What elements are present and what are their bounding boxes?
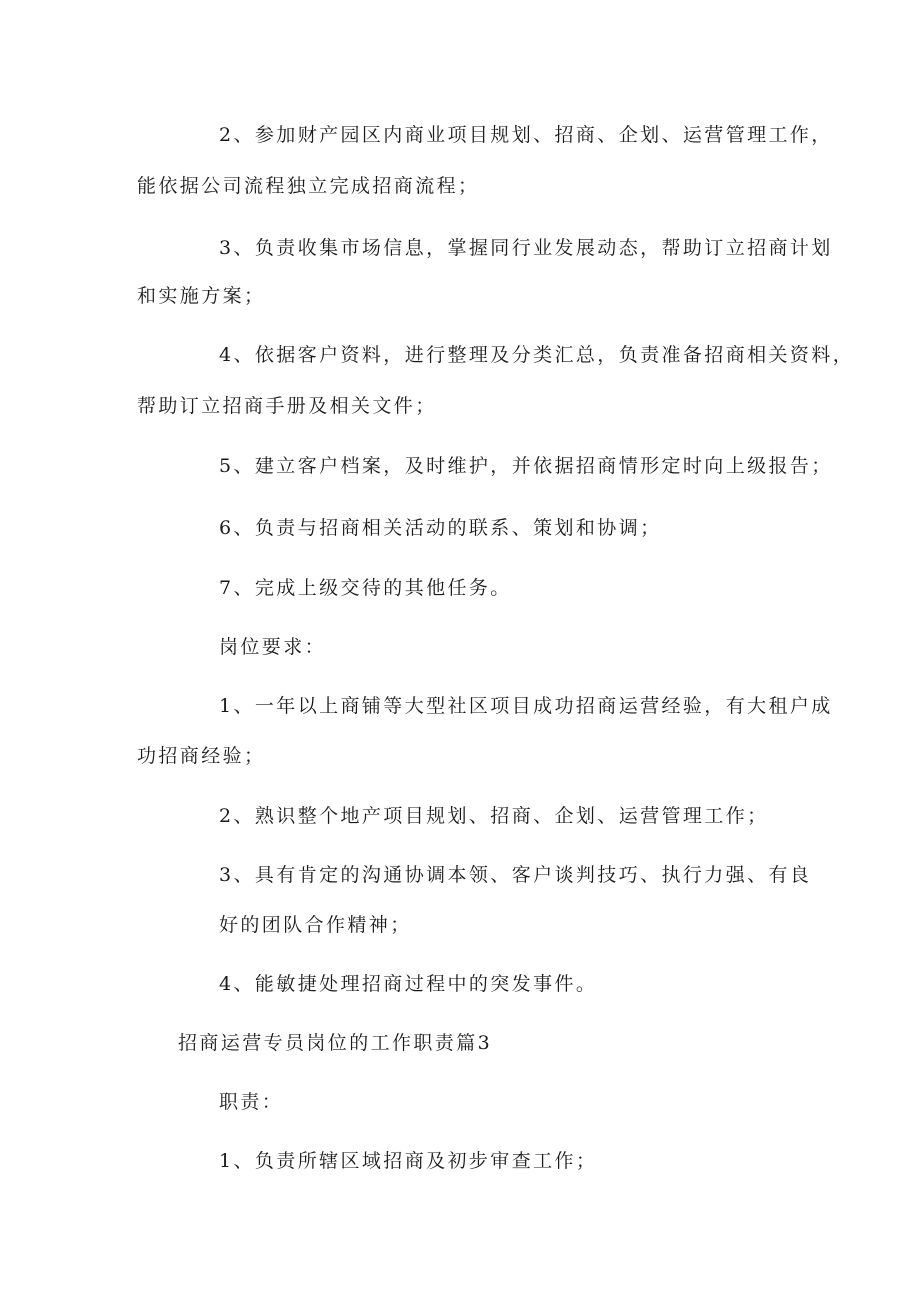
requirement-item-3-line-2: 好的团队合作精神； bbox=[219, 914, 412, 936]
requirements-heading: 岗位要求： bbox=[219, 636, 327, 658]
duty-item-3-line-2: 和实施方案； bbox=[137, 285, 266, 307]
requirement-item-1-line-1: 1、一年以上商铺等大型社区项目成功招商运营经验，有大租户成 bbox=[219, 695, 833, 717]
section-title: 招商运营专员岗位的工作职责篇3 bbox=[178, 1032, 493, 1054]
duty-item-6: 6、负责与招商相关活动的联系、策划和协调； bbox=[219, 517, 662, 539]
requirement-item-2: 2、熟识整个地产项目规划、招商、企划、运营管理工作； bbox=[219, 805, 769, 827]
duty-item-2-line-2: 能依据公司流程独立完成招商流程； bbox=[137, 175, 480, 197]
requirement-item-1-line-2: 功招商经验； bbox=[137, 745, 266, 767]
duty-item-4-line-2: 帮助订立招商手册及相关文件； bbox=[137, 395, 437, 417]
duties-heading: 职责： bbox=[219, 1091, 284, 1113]
duty-item-1: 1、负责所辖区域招商及初步审查工作； bbox=[219, 1150, 598, 1172]
duty-item-7: 7、完成上级交待的其他任务。 bbox=[219, 577, 512, 599]
duty-item-2-line-1: 2、参加财产园区内商业项目规划、招商、企划、运营管理工作， bbox=[219, 124, 833, 146]
requirement-item-4: 4、能敏捷处理招商过程中的突发事件。 bbox=[219, 973, 598, 995]
duty-item-3-line-1: 3、负责收集市场信息，掌握同行业发展动态，帮助订立招商计划 bbox=[219, 237, 833, 259]
duty-item-5: 5、建立客户档案，及时维护，并依据招商情形定时向上级报告； bbox=[219, 455, 833, 477]
requirement-item-3-line-1: 3、具有肯定的沟通协调本领、客户谈判技巧、执行力强、有良 bbox=[219, 864, 812, 886]
duty-item-4-line-1: 4、依据客户资料，进行整理及分类汇总，负责准备招商相关资料， bbox=[219, 344, 855, 366]
